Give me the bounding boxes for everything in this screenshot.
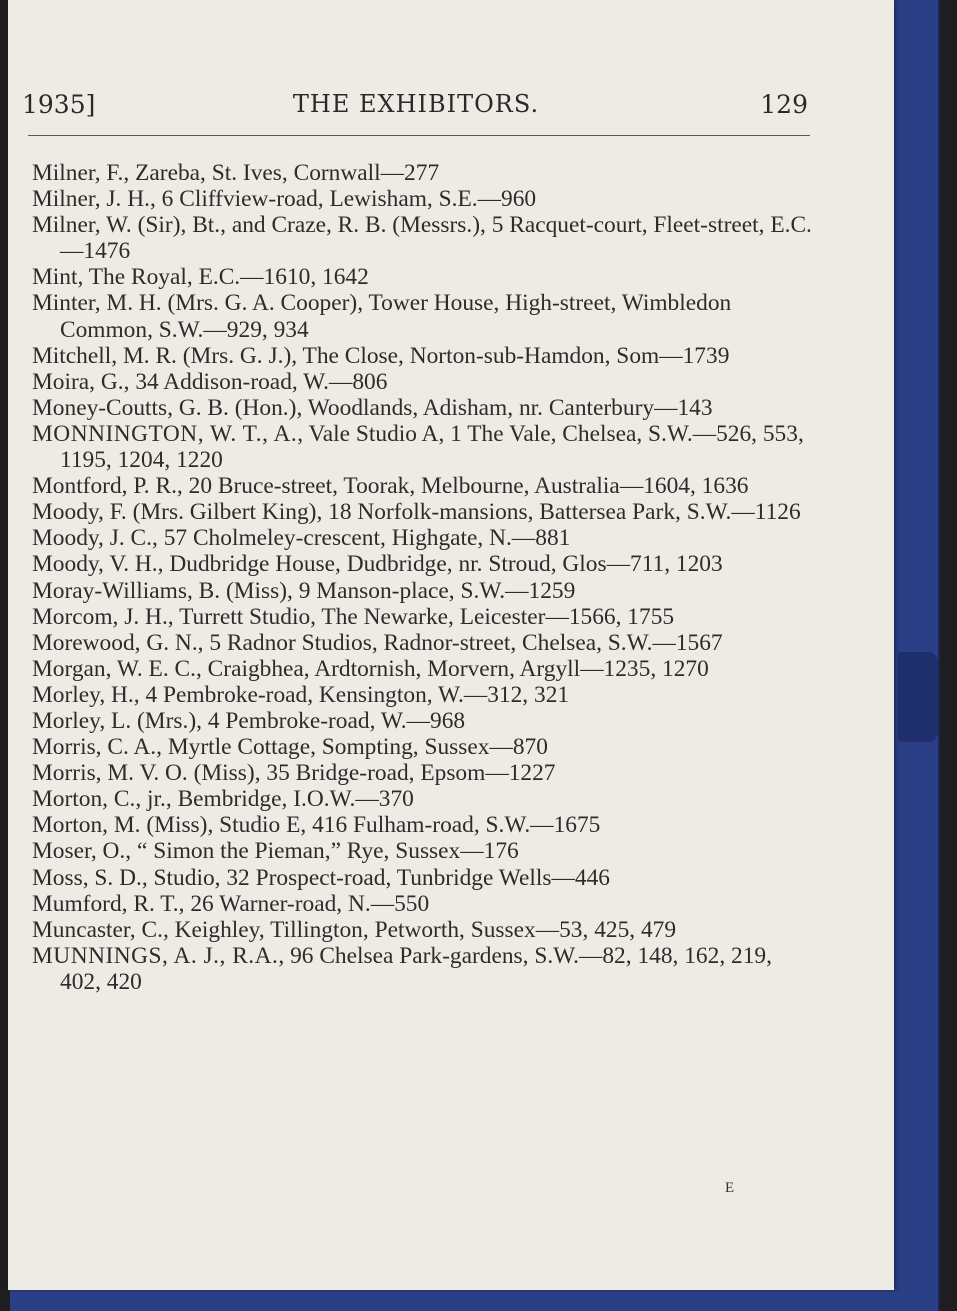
dash-separator: — [328, 368, 353, 395]
exhibitor-name: MONNINGTON, W. T., A. [32, 420, 298, 447]
catalogue-numbers: 550 [394, 890, 430, 917]
separator: , [125, 838, 137, 865]
separator: , [123, 160, 136, 186]
exhibitor-name: Morton, M. (Miss) [32, 812, 208, 839]
catalogue-numbers: 806 [352, 368, 388, 395]
list-item [32, 212, 812, 264]
exhibitor-name: Morewood, G. N. [32, 629, 198, 656]
running-year: 1935] [22, 90, 96, 119]
exhibitor-address: Studio, 32 Prospect-road, Tunbridge Wells [153, 864, 552, 891]
separator: , [156, 734, 168, 761]
dash-separator: — [463, 681, 488, 708]
separator: , [479, 212, 492, 239]
exhibitor-address: Tower House, High-street, Wimbledon Common, S.W. [60, 290, 738, 343]
list-item [32, 525, 812, 551]
list-item [32, 264, 812, 290]
catalogue-numbers: 1126 [754, 499, 801, 526]
separator: , [316, 499, 329, 526]
dash-separator: — [654, 394, 678, 421]
exhibitor-address: 5 Radnor Studios, Radnor-street, Chelsea, S.W. [209, 629, 653, 656]
separator: , [141, 864, 154, 891]
list-item [32, 578, 812, 604]
exhibitor-list [32, 160, 812, 995]
signature-mark: E [725, 1180, 735, 1196]
separator: , [197, 629, 210, 656]
exhibitor-address: 4 Pembroke-road, Kensington, W. [145, 681, 464, 708]
exhibitor-name: Morris, M. V. O. (Miss) [32, 760, 255, 787]
exhibitor-name: Morcom, J. H. [32, 603, 168, 630]
catalogue-numbers: 1476 [83, 238, 131, 265]
catalogue-numbers: 1739 [682, 342, 730, 369]
exhibitor-address: 96 Chelsea Park-gardens, S.W. [290, 942, 579, 969]
catalogue-numbers: 870 [512, 734, 548, 761]
list-item [32, 656, 812, 682]
exhibitor-address: Zareba, St. Ives, Cornwall [135, 160, 381, 186]
dash-separator: — [578, 942, 603, 969]
list-item [32, 499, 812, 525]
catalogue-numbers: 881 [535, 525, 571, 552]
exhibitor-address: 57 Cholmeley-crescent, Highgate, N. [163, 525, 512, 552]
separator: , [165, 786, 178, 813]
list-item [32, 838, 812, 864]
catalogue-numbers: 1227 [508, 760, 556, 787]
exhibitor-name: MUNNINGS, A. J., R.A. [32, 942, 279, 969]
separator: , [207, 812, 220, 839]
separator: , [167, 603, 180, 630]
dash-separator: — [380, 160, 405, 186]
catalogue-numbers: 1567 [675, 629, 723, 656]
list-item [32, 343, 812, 369]
dash-separator: — [460, 838, 484, 865]
exhibitor-name: Montford, P. R. [32, 473, 177, 500]
dash-separator: — [489, 734, 513, 761]
separator: , [196, 707, 208, 734]
exhibitor-name: Mumford, R. T. [32, 890, 179, 917]
exhibitor-address: 26 Warner-road, N. [190, 890, 371, 917]
header-rule [28, 135, 810, 136]
separator: , [287, 577, 299, 604]
dash-separator: — [535, 916, 560, 943]
list-item [32, 160, 812, 186]
dash-separator: — [370, 890, 395, 917]
list-item [32, 734, 812, 760]
dash-separator: — [731, 499, 755, 526]
list-item [32, 708, 812, 734]
dash-separator: — [203, 316, 227, 343]
separator: , [195, 655, 208, 682]
separator: , [133, 681, 146, 708]
exhibitor-name: Morgan, W. E. C. [32, 655, 196, 682]
separator: , [157, 551, 170, 578]
exhibitor-address: 6 Cliffview-road, Lewisham, S.E. [161, 186, 478, 213]
list-item [32, 865, 812, 891]
list-item [32, 604, 812, 630]
exhibitor-address: 9 Manson-place, S.W. [298, 577, 506, 604]
separator: , [254, 760, 267, 787]
separator: , [278, 942, 291, 969]
exhibitor-name: Moody, F. (Mrs. Gilbert King) [32, 499, 317, 526]
exhibitor-address: Dudbridge House, Dudbridge, nr. Stroud, Glos [169, 551, 607, 578]
dash-separator: — [511, 525, 536, 552]
exhibitor-name: Morley, L. (Mrs.) [32, 707, 197, 734]
exhibitor-name: Moss, S. D. [32, 864, 142, 891]
exhibitor-name: Moira, G. [32, 368, 124, 395]
exhibitor-address: 4 Pembroke-road, W. [207, 707, 407, 734]
catalogue-numbers: 277 [404, 160, 440, 186]
exhibitor-name: Milner, J. H. [32, 186, 150, 213]
list-item [32, 369, 812, 395]
bookmark-ribbon [898, 652, 938, 742]
list-item [32, 943, 812, 995]
exhibitor-address: Woodlands, Adisham, nr. Canterbury [307, 394, 655, 421]
separator: , [162, 916, 175, 943]
catalogue-numbers: 1610, 1642 [263, 264, 369, 291]
exhibitor-address: Vale Studio A, 1 The Vale, Chelsea, S.W. [308, 420, 693, 447]
list-item [32, 812, 812, 838]
dash-separator: — [545, 603, 569, 630]
exhibitor-address: 20 Bruce-street, Toorak, Melbourne, Australia [188, 473, 620, 500]
dash-separator: — [530, 812, 554, 839]
separator: , [176, 473, 189, 500]
exhibitor-name: Milner, F. [32, 160, 124, 186]
exhibitor-address: E.C. [198, 264, 241, 291]
exhibitor-name: Moody, J. C. [32, 525, 153, 552]
list-item [32, 760, 812, 786]
list-item [32, 682, 812, 708]
exhibitor-address: 18 Norfolk-mansions, Battersea Park, S.W. [328, 499, 732, 526]
separator: , [357, 290, 369, 317]
exhibitor-name: Morton, C., jr. [32, 786, 166, 813]
exhibitor-name: Morley, H. [32, 681, 134, 708]
catalogue-numbers: 143 [677, 394, 713, 421]
catalogue-numbers: 929, 934 [226, 316, 309, 343]
page-header [22, 90, 810, 130]
exhibitor-address: Studio E, 416 Fulham-road, S.W. [219, 812, 531, 839]
exhibitor-address: Bembridge, I.O.W. [177, 786, 356, 813]
exhibitor-name: Morris, C. A. [32, 734, 157, 761]
exhibitor-address: Myrtle Cottage, Sompting, Sussex [167, 734, 490, 761]
catalogue-numbers: 53, 425, 479 [559, 916, 677, 943]
dash-separator: — [659, 342, 683, 369]
exhibitor-name: Moody, V. H. [32, 551, 158, 578]
exhibitor-name: Milner, W. (Sir), Bt., and Craze, R. B. (Messrs.) [32, 212, 480, 239]
catalogue-numbers: 526, 553, 1195, 1204, 1220 [60, 420, 810, 474]
page-title: THE EXHIBITORS. [292, 90, 540, 118]
catalogue-numbers: 446 [574, 864, 610, 891]
page-number: 129 [760, 90, 808, 119]
exhibitor-name: Moray-Williams, B. (Miss) [32, 577, 288, 604]
dash-separator: — [652, 629, 676, 656]
catalogue-numbers: 1604, 1636 [643, 473, 749, 500]
dash-separator: — [692, 420, 717, 447]
catalogue-numbers: 711, 1203 [630, 551, 723, 578]
separator: , [123, 368, 136, 395]
dash-separator: — [619, 473, 644, 500]
dash-separator: — [477, 186, 501, 213]
exhibitor-name: Minter, M. H. (Mrs. G. A. Cooper) [32, 290, 358, 317]
separator: , [291, 342, 303, 369]
separator: , [186, 264, 199, 291]
list-item [32, 891, 812, 917]
dash-separator: — [485, 760, 509, 787]
list-item [32, 630, 812, 656]
list-item [32, 551, 812, 577]
separator: , [297, 420, 309, 447]
exhibitor-address: 34 Addison-road, W. [135, 368, 329, 395]
dash-separator: — [406, 707, 431, 734]
exhibitor-address: Craigbhea, Ardtornish, Morvern, Argyll [207, 655, 581, 682]
list-item [32, 186, 812, 212]
exhibitor-address: The Close, Norton-sub-Hamdon, Som [302, 342, 660, 369]
catalogue-numbers: 1566, 1755 [568, 603, 675, 630]
exhibitor-name: Mint, The Royal [32, 264, 187, 291]
separator: , [149, 186, 162, 213]
exhibitor-address: “ Simon the Pieman,” Rye, Sussex [136, 838, 461, 865]
catalogue-numbers: 176 [483, 838, 519, 865]
list-item [32, 290, 812, 342]
catalogue-numbers: 1675 [553, 812, 601, 839]
dash-separator: — [60, 238, 84, 265]
dash-separator: — [551, 864, 575, 891]
catalogue-numbers: 370 [378, 786, 414, 813]
separator: , [178, 890, 191, 917]
exhibitor-name: Money-Coutts, G. B. (Hon.) [32, 394, 297, 421]
list-item [32, 421, 812, 473]
exhibitor-name: Mitchell, M. R. (Mrs. G. J.) [32, 342, 292, 369]
exhibitor-name: Moser, O. [32, 838, 126, 865]
dash-separator: — [240, 264, 264, 291]
exhibitor-address: 35 Bridge-road, Epsom [266, 760, 486, 787]
dash-separator: — [505, 577, 529, 604]
list-item [32, 786, 812, 812]
dash-separator: — [355, 786, 379, 813]
list-item [32, 395, 812, 421]
catalogue-numbers: 1235, 1270 [603, 655, 709, 682]
separator: , [296, 394, 308, 421]
catalogue-numbers: 312, 321 [487, 681, 570, 708]
catalogue-numbers: 82, 148, 162, 219, 402, 420 [60, 942, 778, 995]
catalogue-numbers: 968 [430, 707, 466, 734]
list-item [32, 473, 812, 499]
dash-separator: — [580, 655, 604, 682]
exhibitor-address: Keighley, Tillington, Petworth, Sussex [174, 916, 536, 943]
exhibitor-name: Muncaster, C. [32, 916, 163, 943]
separator: , [152, 525, 164, 552]
catalogue-numbers: 1259 [528, 577, 576, 604]
exhibitor-address: 5 Racquet-court, Fleet-street, E.C. [491, 212, 812, 239]
catalogue-numbers: 960 [501, 186, 537, 213]
list-item [32, 917, 812, 943]
dash-separator: — [606, 551, 630, 578]
exhibitor-address: Turrett Studio, The Newarke, Leicester [179, 603, 546, 630]
